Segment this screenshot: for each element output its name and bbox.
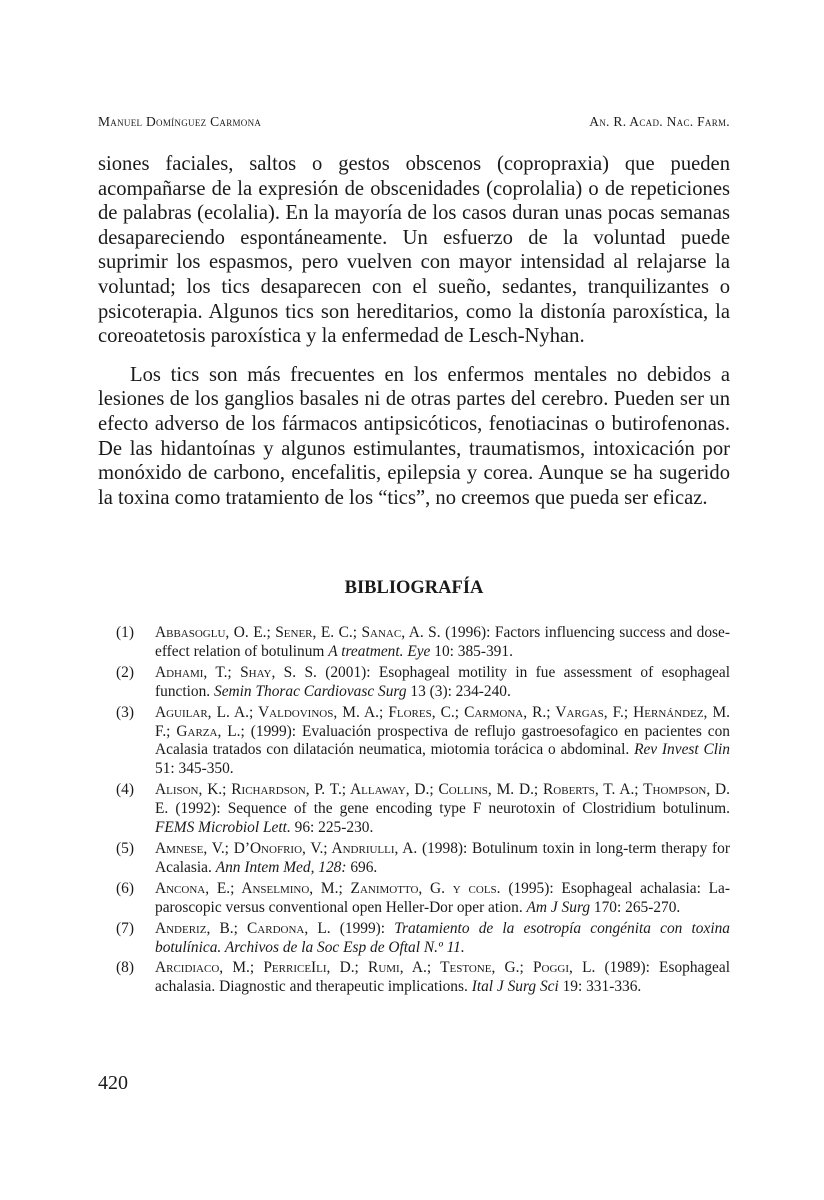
reference-tail: 696.	[346, 858, 378, 876]
reference-text	[155, 880, 730, 918]
reference-authors: Alison, K.; Richardson, P. T.; Allaway, D.; Collins, M. D.; Roberts, T. A.; Thompson, D. E.	[155, 781, 730, 818]
reference-source: Ann Intem Med, 128:	[215, 858, 347, 876]
reference-number: (8)	[116, 959, 134, 977]
page-number: 420	[98, 1072, 128, 1094]
reference-title: (1996): Factors influencing success and dose-effect relation of botulinum	[155, 624, 730, 660]
reference-number: (5)	[116, 839, 134, 857]
reference-source: FEMS Microbiol Lett.	[155, 819, 291, 837]
running-head-journal: An. R. Acad. Nac. Farm.	[589, 114, 730, 129]
running-head	[98, 114, 730, 130]
reference-item	[98, 781, 730, 838]
reference-tail: 51: 345-350.	[155, 760, 234, 778]
reference-title: (2001): Esophageal motility in fue assessment of esophageal function.	[155, 663, 730, 700]
reference-tail: 19: 331-336.	[558, 978, 642, 996]
reference-source: Ital J Surg Sci	[471, 978, 559, 996]
bibliography-list	[98, 624, 730, 999]
reference-text	[155, 781, 730, 838]
reference-tail: 96: 225-230.	[290, 819, 374, 837]
reference-source: Rev Invest Clin	[634, 741, 730, 759]
bibliography-heading: BIBLIOGRAFÍA	[344, 578, 484, 598]
reference-tail: 10: 385-391.	[430, 642, 513, 660]
reference-number: (7)	[116, 919, 134, 937]
reference-title: (1989): Esophageal achalasia. Diagnostic and therapeutic implications.	[155, 959, 730, 996]
reference-text	[155, 920, 730, 958]
reference-text	[155, 624, 730, 662]
reference-number: (4)	[116, 781, 134, 799]
reference-item	[98, 920, 730, 958]
reference-title: (1995): Esophageal achalasia: La-paroscopic versus conventional open Heller-Dor oper ation.	[155, 879, 730, 916]
reference-authors: Abbasoglu, O. E.; Sener, E. C.; Sanac, A. S.	[155, 624, 441, 641]
reference-authors: Anderiz, B.; Cardona, L.	[155, 919, 331, 937]
reference-title: (1998): Botulinum toxin in long-term therapy for Acalasia.	[155, 839, 730, 876]
reference-source: Tratamiento de la esotropía congénita con toxina botulínica. Archivos de la Soc Esp de Oftal N.º 11.	[155, 919, 730, 956]
reference-text	[155, 840, 730, 878]
reference-title: (1992): Sequence of the gene encoding type F neurotoxin of Clostridium botulinum.	[168, 800, 730, 818]
reference-text	[155, 704, 730, 780]
body-text	[98, 152, 730, 510]
reference-item	[98, 959, 730, 997]
reference-title: (1999):	[330, 919, 395, 937]
reference-source: Semin Thorac Cardiovasc Surg	[214, 682, 407, 700]
reference-number: (3)	[116, 703, 134, 721]
reference-text	[155, 664, 730, 702]
reference-authors: Arcidiaco, M.; PerriceIli, D.; Rumi, A.; Testone, G.; Poggi, L.	[155, 959, 596, 977]
reference-item	[98, 704, 730, 780]
reference-text	[155, 959, 730, 997]
reference-title: (1999): Evaluación prospectiva de reflujo gastroesofagico en pacientes con Acalasia tratados con dilatación neumatica, miotomia torácica o abdominal.	[155, 722, 730, 759]
reference-item	[98, 840, 730, 878]
reference-authors: Adhami, T.; Shay, S. S.	[155, 663, 317, 681]
reference-authors: Ancona, E.; Anselmino, M.; Zanimotto, G. y cols.	[155, 879, 501, 897]
body-paragraph-1: siones faciales, saltos o gestos obscenos (copropraxia) que pueden acompañarse de la expresión de obscenidades (coprolalia) o de repeticiones de palabras (ecolalia). En la mayoría de los casos duran unas pocas semanas desapareciendo espontáneamente. Un esfuerzo de la voluntad puede suprimir los espasmos, pero vuelven con mayor intensidad al relajarse la voluntad; los tics desaparecen con el sueño, sedantes, tranquilizantes o psicoterapia. Algunos tics son hereditarios, como la distonía paroxística, la coreoatetosis paroxística y la enfermedad de Lesch-Nyhan.	[98, 153, 730, 348]
body-paragraph-2: Los tics son más frecuentes en los enfermos mentales no debidos a lesiones de los ganglios basales ni de otras partes del cerebro. Pueden ser un efecto adverso de los fármacos antipsicóticos, fenotiacinas o butirofenonas. De las hidantoínas y algunos estimulantes, traumatismos, intoxicación por monóxido de carbono, encefalitis, epilepsia y corea. Aunque se ha sugerido la toxina como tratamiento de los “tics”, no creemos que pueda ser eficaz.	[98, 363, 730, 509]
reference-number: (2)	[116, 663, 134, 681]
reference-item	[98, 880, 730, 918]
reference-item	[98, 624, 730, 662]
reference-tail: 170: 265-270.	[590, 898, 681, 916]
reference-source: A treatment. Eye	[328, 642, 431, 660]
reference-authors: Aguilar, L. A.; Valdovinos, M. A.; Flores, C.; Carmona, R.; Vargas, F.; Hernández, M. F.; Garza, L.;	[155, 703, 730, 740]
reference-source: Am J Surg	[526, 898, 591, 916]
running-head-author: Manuel Domínguez Carmona	[98, 114, 262, 129]
reference-tail: 13 (3): 234-240.	[406, 682, 511, 700]
reference-authors: Amnese, V.; D’Onofrio, V.; Andriulli, A.	[155, 839, 418, 857]
reference-item	[98, 664, 730, 702]
reference-number: (1)	[116, 624, 134, 641]
reference-number: (6)	[116, 879, 134, 897]
